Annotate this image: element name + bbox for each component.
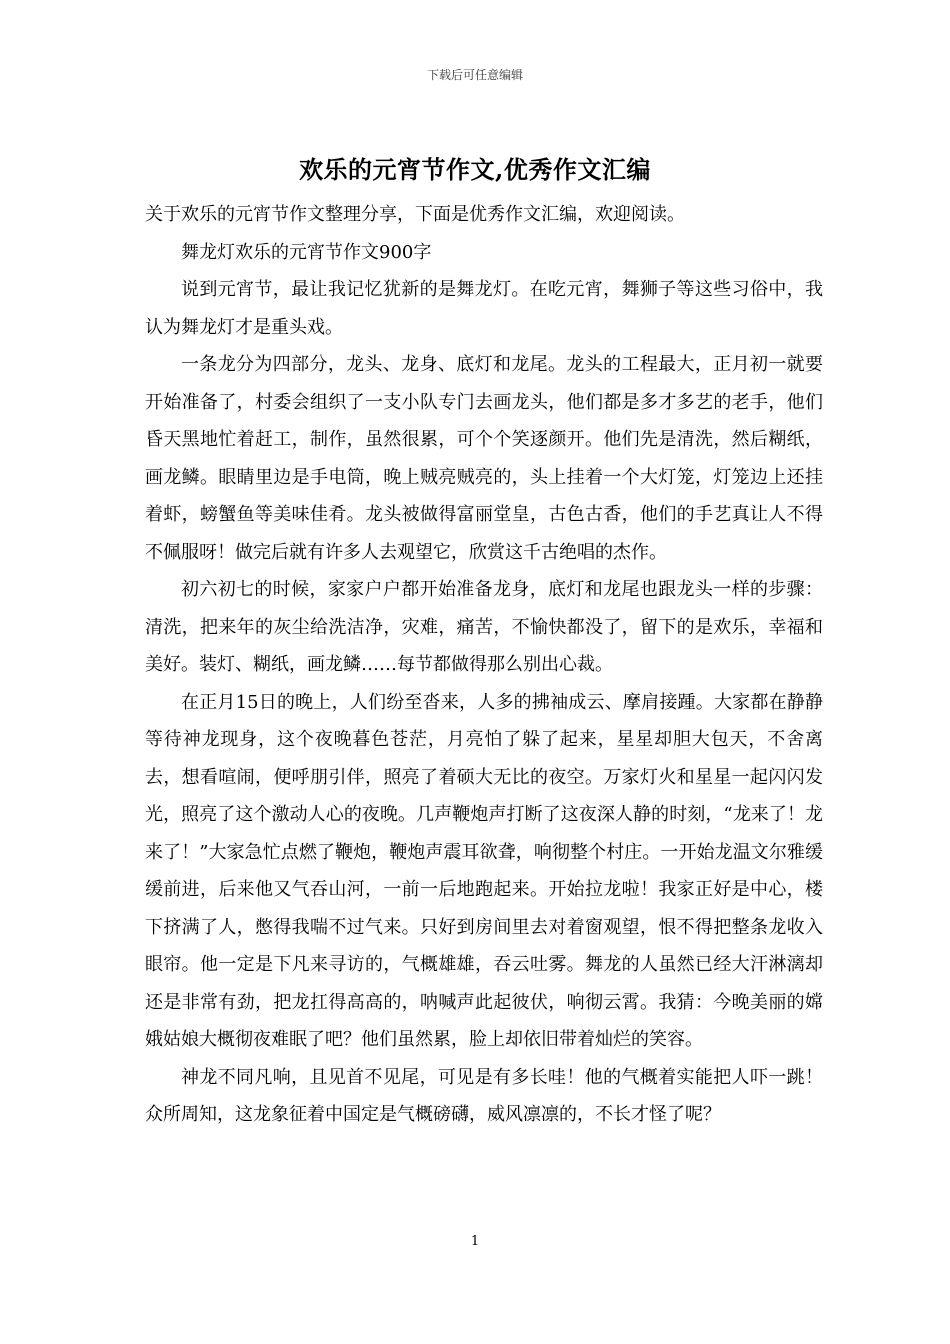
page-number: 1 (470, 1234, 480, 1249)
body-paragraph: 初六初七的时候，家家户户都开始准备龙身，底灯和龙尾也跟龙头一样的步骤：清洗，把来年的灰尘给洗洁净，灾难，痛苦，不愉快都没了，留下的是欢乐，幸福和美好。装灯、糊纸，画龙鳞……每节都做得那么别出心裁。 (145, 579, 823, 675)
document-title: 欢乐的元宵节作文,优秀作文汇编 (299, 155, 651, 184)
essay-title: 舞龙灯欢乐的元宵节作文900字 (181, 241, 432, 263)
intro-paragraph: 关于欢乐的元宵节作文整理分享，下面是优秀作文汇编，欢迎阅读。 (145, 204, 685, 225)
header-note: 下载后可任意编辑 (426, 68, 523, 82)
body-paragraph: 神龙不同凡响，且见首不见尾，可见是有多长哇！他的气概着实能把人吓一跳！众所周知，这龙象征着中国定是气概磅礴，威风凛凛的，不长才怪了呢？ (145, 1066, 823, 1125)
document-body (145, 196, 823, 1134)
body-paragraph: 在正月15日的晚上，人们纷至沓来，人多的拂袖成云、摩肩接踵。大家都在静静等待神龙现身，这个夜晚暮色苍茫，月亮怕了躲了起来，星星却胆大包天，不舍离去，想看喧闹，便呼朋引伴，照亮了着硕大无比的夜空。万家灯火和星星一起闪闪发光，照亮了这个激动人心的夜晚。几声鞭炮声打断了这夜深人静的时刻，“龙来了！龙来了！”大家急忙点燃了鞭炮，鞭炮声震耳欲聋，响彻整个村庄。一开始龙温文尔雅缓缓前进，后来他又气吞山河，一前一后地跑起来。开始拉龙啦！我家正好是中心，楼下挤满了人，憋得我喘不过气来。只好到房间里去对着窗观望，恨不得把整条龙收入眼帘。他一定是下凡来寻访的，气概雄雄，吞云吐雾。舞龙的人虽然已经大汗淋漓却还是非常有劲，把龙扛得高高的，呐喊声此起彼伏，响彻云霄。我猜：今晚美丽的嫦娥姑娘大概彻夜难眠了吧？他们虽然累，脸上却依旧带着灿烂的笑容。 (145, 691, 823, 1050)
body-paragraph: 说到元宵节，最让我记忆犹新的是舞龙灯。在吃元宵，舞狮子等这些习俗中，我认为舞龙灯才是重头戏。 (145, 279, 823, 338)
body-paragraph: 一条龙分为四部分，龙头、龙身、底灯和龙尾。龙头的工程最大，正月初一就要开始准备了，村委会组织了一支小队专门去画龙头，他们都是多才多艺的老手，他们昏天黑地忙着赶工，制作，虽然很累，可个个笑逐颜开。他们先是清洗，然后糊纸，画龙鳞。眼睛里边是手电筒，晚上贼亮贼亮的，头上挂着一个大灯笼，灯笼边上还挂着虾，螃蟹鱼等美味佳肴。龙头被做得富丽堂皇，古色古香，他们的手艺真让人不得不佩服呀！做完后就有许多人去观望它，欣赏这千古绝唱的杰作。 (145, 354, 823, 563)
